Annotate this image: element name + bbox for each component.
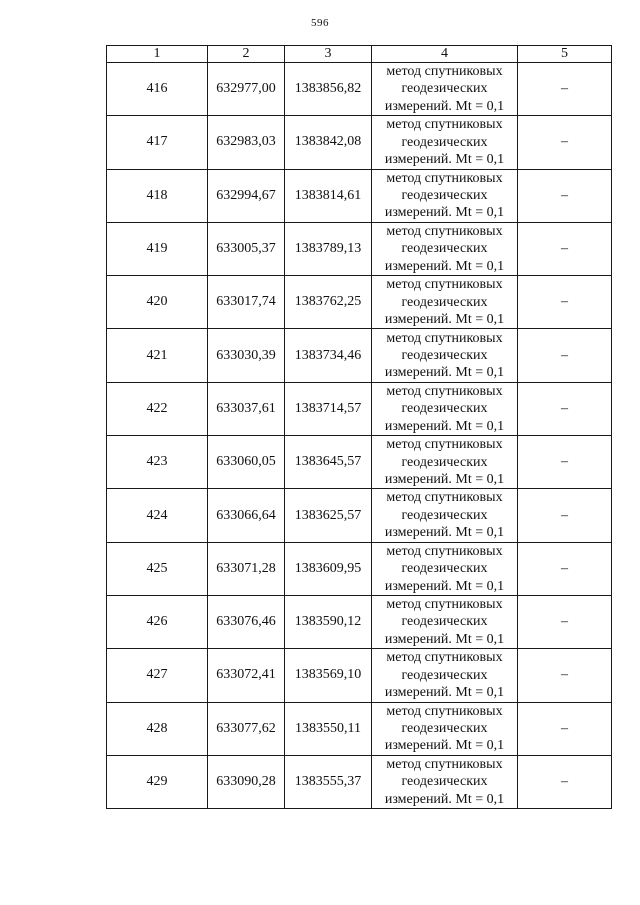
method-cell: метод спутниковых геодезических измерений. Mt = 0,1: [372, 436, 518, 489]
x-coordinate-cell: 633072,41: [208, 649, 285, 702]
y-coordinate-cell: 1383842,08: [285, 116, 372, 169]
note-cell: –: [518, 702, 612, 755]
table-row: [107, 595, 612, 648]
column-header-2: 2: [208, 46, 285, 63]
y-coordinate-cell: 1383814,61: [285, 169, 372, 222]
column-header-5: 5: [518, 46, 612, 63]
point-number-cell: 425: [107, 542, 208, 595]
method-cell: метод спутниковых геодезических измерений. Mt = 0,1: [372, 222, 518, 275]
note-cell: –: [518, 382, 612, 435]
x-coordinate-cell: 633071,28: [208, 542, 285, 595]
method-cell: метод спутниковых геодезических измерений. Mt = 0,1: [372, 649, 518, 702]
column-header-1: 1: [107, 46, 208, 63]
column-header-4: 4: [372, 46, 518, 63]
table-header: [107, 46, 612, 63]
method-cell: метод спутниковых геодезических измерений. Mt = 0,1: [372, 276, 518, 329]
x-coordinate-cell: 633060,05: [208, 436, 285, 489]
point-number-cell: 427: [107, 649, 208, 702]
column-header-3: 3: [285, 46, 372, 63]
table-row: [107, 436, 612, 489]
x-coordinate-cell: 633030,39: [208, 329, 285, 382]
y-coordinate-cell: 1383734,46: [285, 329, 372, 382]
y-coordinate-cell: 1383714,57: [285, 382, 372, 435]
method-cell: метод спутниковых геодезических измерений. Mt = 0,1: [372, 382, 518, 435]
y-coordinate-cell: 1383625,57: [285, 489, 372, 542]
method-cell: метод спутниковых геодезических измерений. Mt = 0,1: [372, 489, 518, 542]
point-number-cell: 419: [107, 222, 208, 275]
x-coordinate-cell: 632977,00: [208, 63, 285, 116]
method-cell: метод спутниковых геодезических измерений. Mt = 0,1: [372, 329, 518, 382]
y-coordinate-cell: 1383856,82: [285, 63, 372, 116]
point-number-cell: 429: [107, 755, 208, 808]
point-number-cell: 421: [107, 329, 208, 382]
table-row: [107, 755, 612, 808]
note-cell: –: [518, 436, 612, 489]
y-coordinate-cell: 1383555,37: [285, 755, 372, 808]
point-number-cell: 424: [107, 489, 208, 542]
table-row: [107, 649, 612, 702]
note-cell: –: [518, 63, 612, 116]
method-cell: метод спутниковых геодезических измерений. Mt = 0,1: [372, 116, 518, 169]
table-body: [107, 63, 612, 809]
coordinates-table: [106, 45, 612, 809]
point-number-cell: 428: [107, 702, 208, 755]
method-cell: метод спутниковых геодезических измерений. Mt = 0,1: [372, 542, 518, 595]
table-row: [107, 542, 612, 595]
point-number-cell: 422: [107, 382, 208, 435]
table-row: [107, 276, 612, 329]
y-coordinate-cell: 1383569,10: [285, 649, 372, 702]
x-coordinate-cell: 632994,67: [208, 169, 285, 222]
method-cell: метод спутниковых геодезических измерений. Mt = 0,1: [372, 755, 518, 808]
x-coordinate-cell: 633017,74: [208, 276, 285, 329]
note-cell: –: [518, 755, 612, 808]
page-number: 596: [311, 17, 329, 29]
note-cell: –: [518, 329, 612, 382]
y-coordinate-cell: 1383789,13: [285, 222, 372, 275]
y-coordinate-cell: 1383609,95: [285, 542, 372, 595]
table-row: [107, 329, 612, 382]
point-number-cell: 416: [107, 63, 208, 116]
note-cell: –: [518, 595, 612, 648]
note-cell: –: [518, 649, 612, 702]
y-coordinate-cell: 1383645,57: [285, 436, 372, 489]
x-coordinate-cell: 633005,37: [208, 222, 285, 275]
x-coordinate-cell: 633037,61: [208, 382, 285, 435]
point-number-cell: 426: [107, 595, 208, 648]
note-cell: –: [518, 489, 612, 542]
header-row: [107, 46, 612, 63]
x-coordinate-cell: 633076,46: [208, 595, 285, 648]
x-coordinate-cell: 633077,62: [208, 702, 285, 755]
x-coordinate-cell: 632983,03: [208, 116, 285, 169]
note-cell: –: [518, 542, 612, 595]
table-row: [107, 222, 612, 275]
method-cell: метод спутниковых геодезических измерений. Mt = 0,1: [372, 63, 518, 116]
method-cell: метод спутниковых геодезических измерений. Mt = 0,1: [372, 595, 518, 648]
note-cell: –: [518, 222, 612, 275]
note-cell: –: [518, 116, 612, 169]
x-coordinate-cell: 633090,28: [208, 755, 285, 808]
x-coordinate-cell: 633066,64: [208, 489, 285, 542]
table-row: [107, 169, 612, 222]
table-row: [107, 63, 612, 116]
table-row: [107, 382, 612, 435]
method-cell: метод спутниковых геодезических измерений. Mt = 0,1: [372, 702, 518, 755]
point-number-cell: 418: [107, 169, 208, 222]
point-number-cell: 423: [107, 436, 208, 489]
y-coordinate-cell: 1383550,11: [285, 702, 372, 755]
y-coordinate-cell: 1383590,12: [285, 595, 372, 648]
note-cell: –: [518, 169, 612, 222]
method-cell: метод спутниковых геодезических измерений. Mt = 0,1: [372, 169, 518, 222]
point-number-cell: 417: [107, 116, 208, 169]
table-row: [107, 116, 612, 169]
point-number-cell: 420: [107, 276, 208, 329]
table-row: [107, 702, 612, 755]
table-row: [107, 489, 612, 542]
y-coordinate-cell: 1383762,25: [285, 276, 372, 329]
note-cell: –: [518, 276, 612, 329]
